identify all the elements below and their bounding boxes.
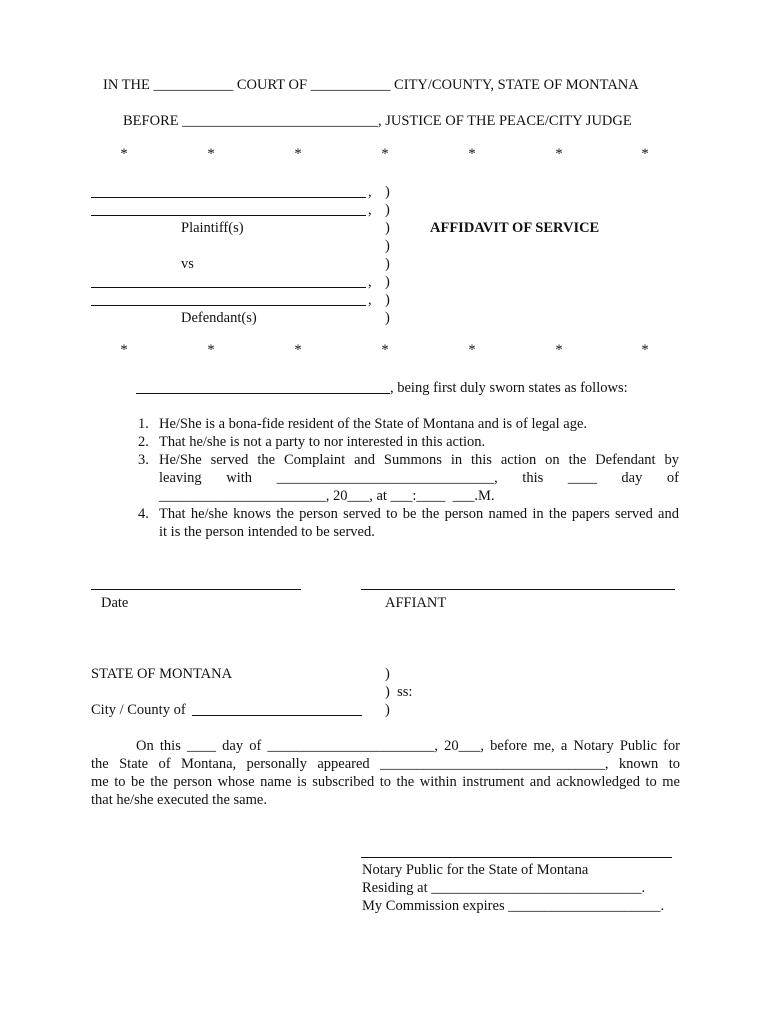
notary-title: Notary Public for the State of Montana: [362, 862, 589, 878]
venue-county-label: City / County of: [91, 702, 186, 718]
defendant-name-line-1: [91, 287, 366, 288]
star: *: [641, 342, 649, 358]
star: *: [120, 342, 128, 358]
plaintiff-name-line-2: [91, 215, 366, 216]
star: *: [468, 146, 476, 162]
jurat-line: that he/she executed the same.: [91, 792, 267, 808]
star: *: [468, 342, 476, 358]
affiant-label: AFFIANT: [385, 595, 447, 611]
item-number: 3.: [138, 452, 149, 468]
jurat-line: the State of Montana, personally appeared _______________________________, known to: [91, 756, 680, 772]
paren: ): [385, 666, 390, 682]
county-line: [192, 715, 362, 716]
document-title: AFFIDAVIT OF SERVICE: [430, 220, 600, 236]
judge-line: BEFORE ___________________________, JUSTICE OF THE PEACE/CITY JUDGE: [123, 113, 632, 129]
item-text: That he/she is not a party to nor interested in this action.: [159, 434, 486, 450]
jurat-line: On this ____ day of _______________________, 20___, before me, a Notary Public for: [136, 738, 680, 754]
venue-state: STATE OF MONTANA: [91, 666, 233, 682]
paren: ): [385, 202, 390, 218]
star: *: [381, 342, 389, 358]
item-text: _______________________, 20___, at ___:____ ___.M.: [159, 488, 495, 504]
item-text: He/She is a bona-fide resident of the State of Montana and is of legal age.: [159, 416, 588, 432]
paren: ): [385, 310, 390, 326]
defendant-name-line-2: [91, 305, 366, 306]
item-text: That he/she knows the person served to be the person named in the papers served and: [159, 506, 679, 522]
affiant-name-line: [136, 393, 390, 394]
star: *: [641, 146, 649, 162]
paren: ): [385, 184, 390, 200]
item-number: 1.: [138, 416, 149, 432]
notary-residing: Residing at _____________________________.: [362, 880, 646, 896]
star: *: [294, 146, 302, 162]
plaintiff-label: Plaintiff(s): [181, 220, 244, 236]
notary-commission: My Commission expires _____________________.: [362, 898, 665, 914]
star: *: [555, 342, 563, 358]
date-label: Date: [101, 595, 129, 611]
paren: ): [385, 292, 390, 308]
notary-signature-line: [361, 857, 672, 858]
sworn-statement: , being first duly sworn states as follows:: [390, 380, 628, 396]
comma: ,: [368, 184, 372, 200]
paren: ): [385, 220, 390, 236]
court-header: IN THE ___________ COURT OF ___________ CITY/COUNTY, STATE OF MONTANA: [103, 77, 639, 93]
paren: ): [385, 702, 390, 718]
item-number: 2.: [138, 434, 149, 450]
star: *: [294, 342, 302, 358]
item-text: it is the person intended to be served.: [159, 524, 375, 540]
paren: ): [385, 256, 390, 272]
paren: ): [385, 274, 390, 290]
comma: ,: [368, 202, 372, 218]
paren: ): [385, 238, 390, 254]
ss-marker: ) ss:: [385, 684, 413, 700]
star: *: [207, 146, 215, 162]
comma: ,: [368, 274, 372, 290]
star: *: [381, 146, 389, 162]
item-number: 4.: [138, 506, 149, 522]
item-text: He/She served the Complaint and Summons in this action on the Defendant by: [159, 452, 679, 468]
comma: ,: [368, 292, 372, 308]
defendant-label: Defendant(s): [181, 310, 257, 326]
star: *: [120, 146, 128, 162]
jurat-line: me to be the person whose name is subscribed to the within instrument and acknowledged to me: [91, 774, 680, 790]
vs-label: vs: [181, 256, 194, 272]
plaintiff-name-line-1: [91, 197, 366, 198]
affiant-signature-line: [361, 589, 675, 590]
item-text: leaving with ______________________________, this ____ day of: [159, 470, 679, 486]
date-line: [91, 589, 301, 590]
star: *: [207, 342, 215, 358]
star: *: [555, 146, 563, 162]
